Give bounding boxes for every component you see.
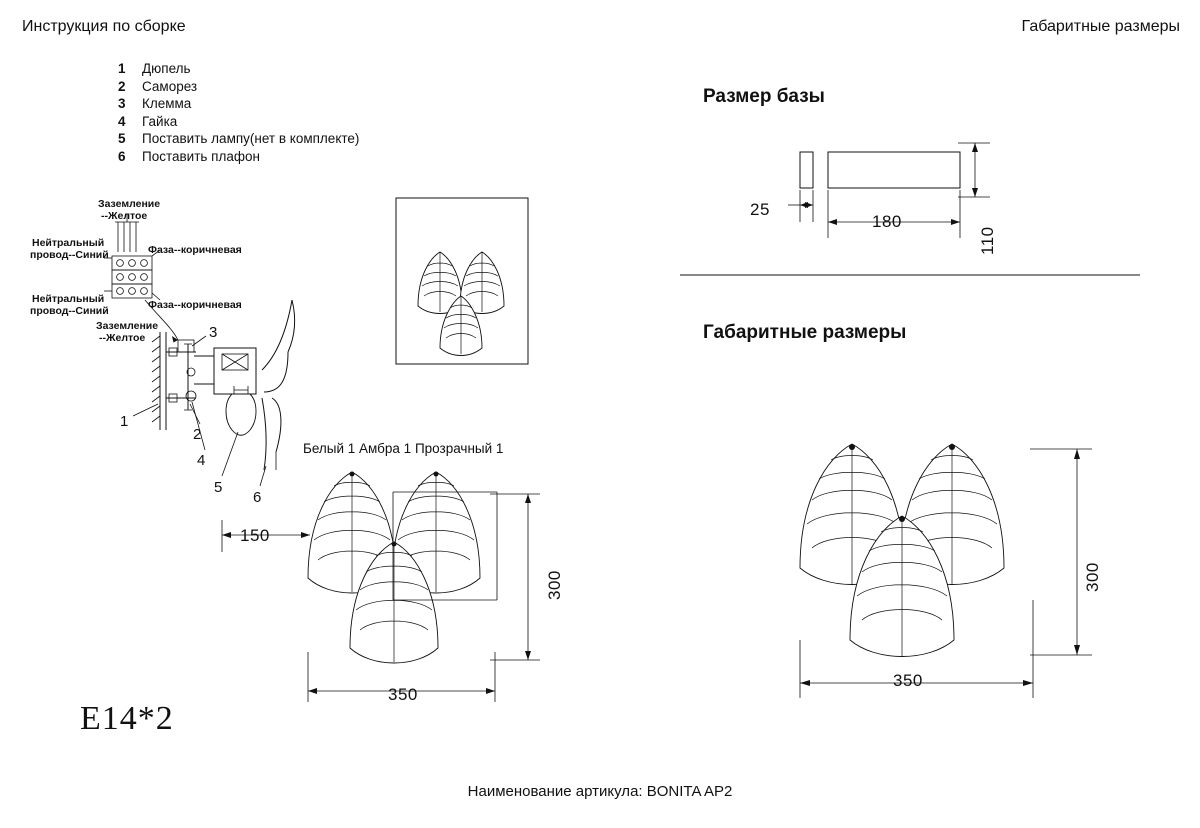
part-label: Клемма xyxy=(142,96,192,112)
callout-2: 2 xyxy=(193,426,202,443)
part-label: Саморез xyxy=(142,78,198,94)
list-item xyxy=(118,148,359,166)
part-number: 1 xyxy=(118,61,126,76)
list-item xyxy=(118,130,359,148)
label-phase-bottom: Фаза--коричневая xyxy=(148,299,242,311)
label-neutral-top-2: провод--Синий xyxy=(30,249,109,261)
callout-6: 6 xyxy=(253,489,262,506)
part-label: Поставить плафон xyxy=(142,148,260,164)
label-ground-bottom-2: --Желтое xyxy=(99,332,146,344)
base-dimension-drawing xyxy=(680,143,1140,275)
dim-base-depth: 25 xyxy=(750,200,770,219)
callout-5: 5 xyxy=(214,479,223,496)
dim-base-height: 110 xyxy=(978,226,997,255)
dim-left-height: 300 xyxy=(545,570,564,600)
label-neutral-bottom: Нейтральный xyxy=(32,293,105,305)
color-variants-note: Белый 1 Амбра 1 Прозрачный 1 xyxy=(303,441,504,456)
callout-1: 1 xyxy=(120,413,129,430)
label-ground-bottom: Заземление xyxy=(96,320,159,332)
callout-4: 4 xyxy=(197,452,206,469)
part-number: 4 xyxy=(118,113,126,129)
label-neutral-top: Нейтральный xyxy=(32,237,105,249)
section-title-base: Размер базы xyxy=(703,86,825,107)
parts-list xyxy=(118,60,359,166)
label-ground-top-2: --Желтое xyxy=(101,210,148,222)
dim-overall-height: 300 xyxy=(1083,562,1102,592)
part-label: Дюпель xyxy=(142,61,191,76)
dim-left-width: 350 xyxy=(388,685,418,704)
label-phase-top: Фаза--коричневая xyxy=(148,244,242,256)
section-title-overall: Габаритные размеры xyxy=(703,322,907,343)
part-label: Гайка xyxy=(142,113,178,129)
part-number: 5 xyxy=(118,131,126,147)
lamp-front-view-left xyxy=(222,472,540,703)
lamp-front-view-right xyxy=(800,444,1092,698)
page-title-right: Габаритные размеры xyxy=(1021,18,1180,35)
label-ground-top: Заземление xyxy=(98,198,161,210)
list-item xyxy=(118,78,359,96)
part-number: 2 xyxy=(118,78,126,94)
dim-left-width-small: 150 xyxy=(240,526,270,545)
label-neutral-bottom-2: провод--Синий xyxy=(30,305,109,317)
dim-overall-width: 350 xyxy=(893,671,923,690)
callout-3: 3 xyxy=(209,324,218,341)
dim-base-width: 180 xyxy=(872,212,902,231)
article-name: Наименование артикула: BONITA AP2 xyxy=(467,783,733,800)
part-number: 3 xyxy=(118,96,126,112)
page-title-left: Инструкция по сборке xyxy=(22,18,186,35)
list-item xyxy=(118,113,359,131)
lamp-frame-illustration xyxy=(396,198,528,364)
list-item xyxy=(118,60,359,78)
socket-type: E14*2 xyxy=(80,700,174,737)
part-label: Поставить лампу(нет в комплекте) xyxy=(142,131,360,147)
part-number: 6 xyxy=(118,148,126,164)
list-item xyxy=(118,95,359,113)
